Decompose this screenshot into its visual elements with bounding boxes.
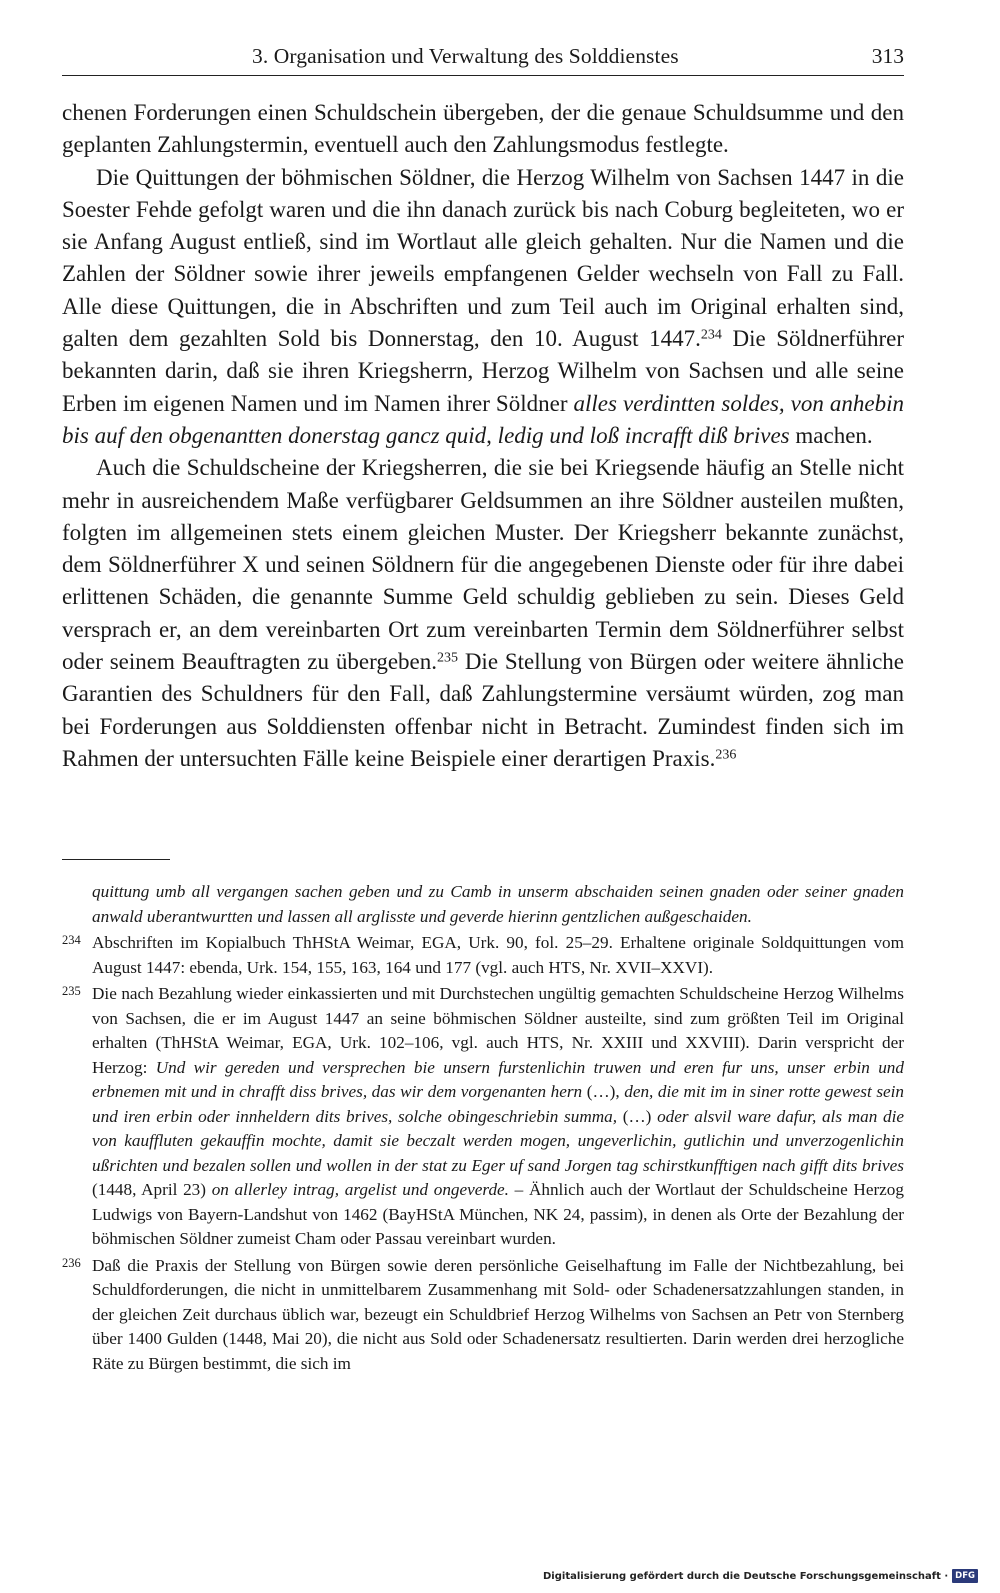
quotation-italic: alles verdintten soldes, von anhebin bis auf den obgenantten donerstag gancz quid, ledig und loß incrafft diß brives xyxy=(62,390,905,448)
footnote-ref-234[interactable]: 234 xyxy=(700,327,722,343)
footnote-236: 236 Daß die Praxis der Stellung von Bürgen sowie deren persönliche Geiselhaftung im Falle der Nichtbezahlung, bei Schuldforderungen, die nicht in unmittelbarem Zusammenhang mit Sold- oder Schadenersatzzahlungen standen, in der gleichen Zeit durchaus üblich war, bezeugt ein Schuldbrief Herzog Wilhelms von Sachsen an Petr von Sternberg über 1400 Gulden (1448, Mai 20), die nicht aus Sold oder Schadenersatz resultierten. Darin werden drei herzogliche Räte zu Bürgen bestimmt, die sich im xyxy=(62,1254,904,1377)
footnote-mark: 235 xyxy=(62,984,81,998)
running-head xyxy=(62,40,904,74)
paragraph-1: chenen Forderungen einen Schuldschein übergeben, der die genaue Schuldsumme und den geplanten Zahlungstermin, eventuell auch den Zahlungsmodus festlegte. xyxy=(62,100,904,158)
book-page xyxy=(62,0,904,1593)
banner-text: Digitalisierung gefördert durch die Deutsche Forschungsgemeinschaft · xyxy=(543,1570,949,1582)
main-text xyxy=(62,97,904,775)
footnote-ref-236[interactable]: 236 xyxy=(715,747,737,763)
paragraph-2: Die Quittungen der böhmischen Söldner, die Herzog Wilhelm von Sachsen 1447 in die Soester Fehde gefolgt waren und die ihn danach zurück bis nach Coburg begleiteten, wo er sie Anfang August entließ, sind im Wortlaut alle gleich gehalten. Nur die Namen und die Zahlen der Söldner sowie ihrer jeweils empfangenen Gelder wechseln von Fall zu Fall. Alle diese Quittungen, die in Abschriften und zum Teil auch im Original erhalten sind, galten dem gezahlten Sold bis Donnerstag, den 10. August 1447.$^{234}$ Die Söldnerführer bekannten darin, daß sie ihren Kriegsherrn, Herzog Wilhelm von Sachsen und alle seine Erben im eigenen Namen und im Namen ihrer Söldner alles verdintten soldes, von anhebin bis auf den obgenantten donerstag gancz quid, ledig und loß incrafft diß brives machen. xyxy=(62,164,905,448)
footnote-ref-235[interactable]: 235 xyxy=(436,650,458,666)
running-head-title: 3. Organisation und Verwaltung des Solddienstes xyxy=(252,44,679,68)
footnote-mark: 236 xyxy=(62,1255,81,1270)
footnote-continuation: quittung umb all vergangen sachen geben und zu Camb in unserm abschaiden seinen gnaden oder seiner gnaden anwald uberantwurtten und lassen all arglisste und geverde hierinn gentzlichen außgeschaiden. xyxy=(92,882,904,926)
footnote-234: 234 Abschriften im Kopialbuch ThHStA Weimar, EGA, Urk. 90, fol. 25–29. Erhaltene originale Soldquittungen vom August 1447: ebenda, Urk. 154, 155, 163, 164 und 177 (vgl. auch HTS, Nr. XVII–XXVI). xyxy=(62,931,904,980)
footnote-235: 235 Die nach Bezahlung wieder einkassierten und mit Durchstechen ungültig gemachten Schuldscheine Herzog Wilhelms von Sachsen, die er im August 1447 an seine böhmischen Söldner austeilte, sind zum größten Teil im Original erhalten (ThHStA Weimar, EGA, Urk. 102–106, vgl. auch HTS, Nr. XXIII und XXVIII). Darin verspricht der Herzog: Und wir gereden und versprechen bie unsern furstenlichin truwen und eren fur uns, unser erbin und erbnemen mit und in chrafft diss brives, das wir dem vorgenanten hern (…), den, die mit im in siner rotte gewest sein und iren erbin oder innheldern dits brives, solche obingeschriebin summa, (…) oder alsvil ware dafur, als man die von kauffluten gekauffin mochte, damit sie beczalt werden mogen, ungeverlichin, gutlichin und unverzogenlichin ußrichten und bezalen sollen und wollen in der stat zu Eger uf sand Jorgen tag schirstkunfftigen nach gifft dits brives (1448, April 23) on allerley intrag, argelist und ongeverde. – Ähnlich auch der Wortlaut der Schuldscheine Herzog Ludwigs von Bayern-Landshut von 1462 (BayHStA München, NK 24, passim), in denen als Orte der Bezahlung der böhmischen Söldner zumeist Cham oder Passau vereinbart wurden. xyxy=(62,982,904,1252)
header-rule xyxy=(62,75,904,76)
paragraph-3: Auch die Schuldscheine der Kriegsherren, die sie bei Kriegsende häufig an Stelle nicht mehr in ausreichendem Maße verfügbarer Geldsummen an ihre Söldner austeilen mußten, folgten im allgemeinen stets einem gleichen Muster. Der Kriegsherr bekannte zunächst, dem Söldnerführer X und seinen Söldnern für die angegebenen Dienste oder für ihre dabei erlittenen Schäden, die genannte Summe Geld schuldig geblieben zu sein. Dieses Geld versprach er, an dem vereinbarten Ort zum vereinbarten Termin dem Söldnerführer selbst oder seinem Beauftragten zu übergeben.$^{235}$ Die Stellung von Bürgen oder weitere ähnliche Garantien des Schuldners für den Fall, daß Zahlungstermine versäumt würden, zog man bei Forderungen aus Solddiensten offenbar nicht in Betracht. Zumindest finden sich im Rahmen der untersuchten Fälle keine Beispiele einer derartigen Praxis.$^{236}$ xyxy=(62,455,904,771)
footnote-mark: 234 xyxy=(62,933,81,947)
page-number: 313 xyxy=(871,44,904,68)
digitization-banner xyxy=(543,1567,978,1585)
dfg-logo: DFG xyxy=(952,1569,978,1583)
footnotes xyxy=(62,880,904,1378)
footnote-separator xyxy=(62,859,170,860)
